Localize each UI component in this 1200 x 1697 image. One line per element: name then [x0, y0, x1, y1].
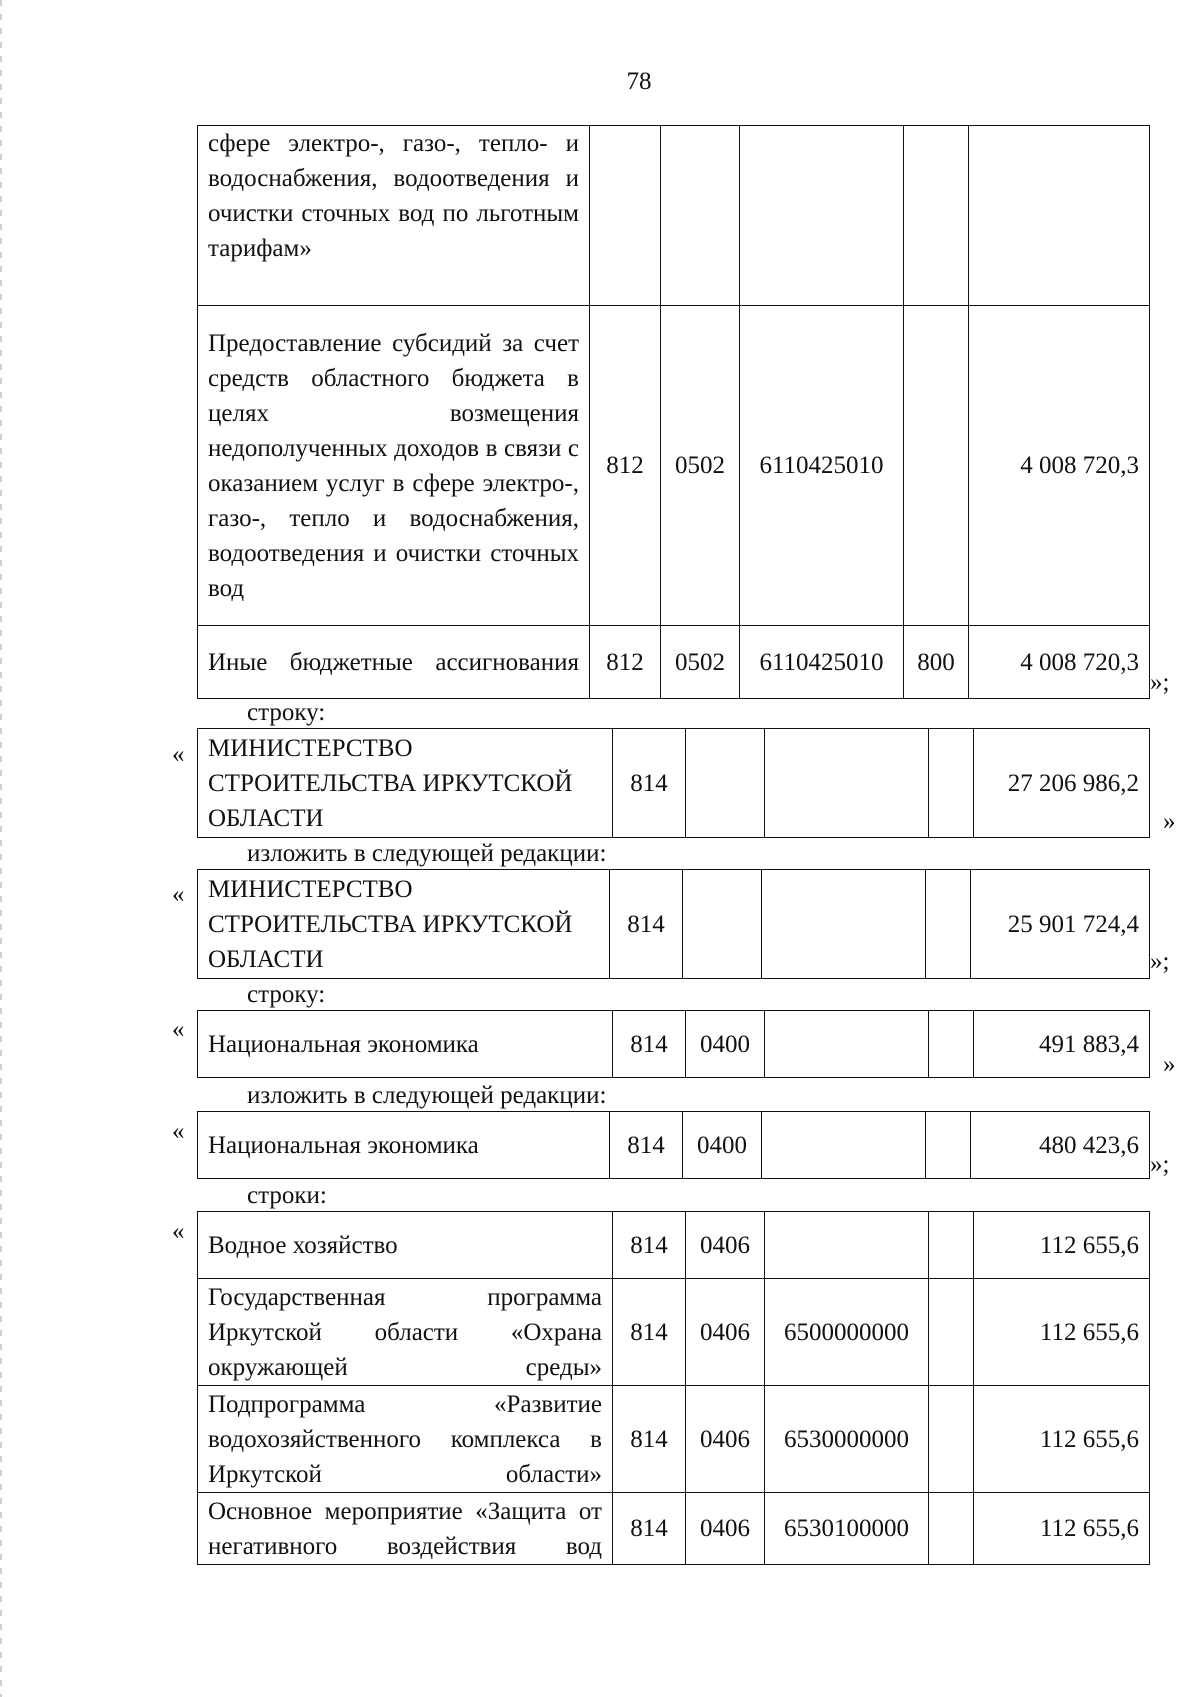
ministry-new-table — [197, 869, 1150, 979]
label-restate: изложить в следующей редакции: — [247, 1082, 607, 1109]
amount-cell: 112 655,6 — [974, 1386, 1150, 1493]
closing-quote: »; — [1150, 669, 1170, 696]
ministry-code-cell: 814 — [613, 729, 686, 838]
expense-type-cell: 800 — [904, 626, 969, 699]
ministry-code-cell: 814 — [613, 1279, 686, 1386]
amount-cell: 112 655,6 — [974, 1212, 1150, 1279]
target-code-cell: 6110425010 — [740, 306, 904, 626]
table-row — [198, 870, 1150, 979]
expense-type-cell — [929, 729, 974, 838]
section-code-cell: 0406 — [686, 1493, 765, 1565]
section-code-cell — [683, 870, 762, 979]
table-row — [198, 1279, 1150, 1386]
economy-old-table — [197, 1010, 1150, 1078]
table-row — [198, 1493, 1150, 1565]
table-row — [198, 306, 1150, 626]
section-code-cell: 0400 — [686, 1011, 765, 1078]
label-row: строку: — [247, 981, 326, 1008]
target-code-cell — [740, 126, 904, 306]
amount-cell: 4 008 720,3 — [969, 306, 1150, 626]
opening-quote: « — [172, 1016, 185, 1043]
target-code-cell — [762, 1112, 926, 1179]
row-name-cell: МИНИСТЕРСТВО СТРОИТЕЛЬСТВА ИРКУТСКОЙ ОБЛАСТИ — [198, 870, 610, 979]
ministry-code-cell: 814 — [610, 1112, 683, 1179]
closing-quote: » — [1163, 808, 1176, 835]
expense-type-cell — [929, 1212, 974, 1279]
target-code-cell: 6530100000 — [765, 1493, 929, 1565]
ministry-code-cell: 814 — [613, 1011, 686, 1078]
label-rows: строки: — [247, 1182, 327, 1209]
row-name-cell: сфере электро-, газо-, тепло- и водоснабжения, водоотведения и очистки сточных вод по льготным тарифам» — [198, 126, 590, 306]
row-name-cell: Водное хозяйство — [198, 1212, 613, 1279]
section-code-cell: 0502 — [661, 626, 740, 699]
section-code-cell: 0406 — [686, 1386, 765, 1493]
label-row: строку: — [247, 699, 326, 726]
ministry-code-cell: 814 — [613, 1493, 686, 1565]
amount-cell: 27 206 986,2 — [974, 729, 1150, 838]
target-code-cell: 6110425010 — [740, 626, 904, 699]
expense-type-cell — [926, 870, 971, 979]
section-code-cell — [686, 729, 765, 838]
section-code-cell: 0400 — [683, 1112, 762, 1179]
expense-type-cell — [929, 1386, 974, 1493]
section-code-cell: 0502 — [661, 306, 740, 626]
closing-quote: » — [1163, 1051, 1176, 1078]
row-name-cell: Национальная экономика — [198, 1112, 610, 1179]
section-code-cell: 0406 — [686, 1212, 765, 1279]
amount-cell: 480 423,6 — [971, 1112, 1150, 1179]
economy-new-table — [197, 1111, 1150, 1179]
label-restate: изложить в следующей редакции: — [247, 840, 607, 867]
ministry-code-cell: 812 — [590, 306, 661, 626]
opening-quote: « — [172, 741, 185, 768]
row-name-cell: МИНИСТЕРСТВО СТРОИТЕЛЬСТВА ИРКУТСКОЙ ОБЛАСТИ — [198, 729, 613, 838]
amount-cell: 491 883,4 — [974, 1011, 1150, 1078]
expense-type-cell — [904, 126, 969, 306]
row-name-cell: Иные бюджетные ассигнования — [198, 626, 590, 699]
expense-type-cell — [929, 1279, 974, 1386]
expense-type-cell — [904, 306, 969, 626]
target-code-cell — [762, 870, 926, 979]
amount-cell: 25 901 724,4 — [971, 870, 1150, 979]
section-code-cell — [661, 126, 740, 306]
ministry-code-cell: 812 — [590, 626, 661, 699]
row-name-cell: Основное мероприятие «Защита от негативного воздействия вод — [198, 1493, 613, 1565]
target-code-cell — [765, 1011, 929, 1078]
row-name-cell: Подпрограмма «Развитие водохозяйственного комплекса в Иркутской области» — [198, 1386, 613, 1493]
amount-cell — [969, 126, 1150, 306]
expense-type-cell — [926, 1112, 971, 1179]
amount-cell: 4 008 720,3 — [969, 626, 1150, 699]
row-name-cell: Государственная программа Иркутской области «Охрана окружающей среды» — [198, 1279, 613, 1386]
table-row — [198, 1212, 1150, 1279]
row-name-cell: Национальная экономика — [198, 1011, 613, 1078]
closing-quote: »; — [1150, 948, 1170, 975]
amount-cell: 112 655,6 — [974, 1279, 1150, 1386]
target-code-cell — [765, 1212, 929, 1279]
page-number: 78 — [626, 68, 652, 95]
opening-quote: « — [172, 1118, 185, 1145]
ministry-old-table — [197, 728, 1150, 838]
closing-quote: »; — [1150, 1151, 1170, 1178]
ministry-code-cell: 814 — [610, 870, 683, 979]
section-code-cell: 0406 — [686, 1279, 765, 1386]
opening-quote: « — [172, 1218, 185, 1245]
table-row — [198, 1386, 1150, 1493]
table-row — [198, 1011, 1150, 1078]
target-code-cell: 6500000000 — [765, 1279, 929, 1386]
expense-type-cell — [929, 1011, 974, 1078]
target-code-cell — [765, 729, 929, 838]
row-name-cell: Предоставление субсидий за счет средств областного бюджета в целях возмещения недополученных доходов в связи с оказанием услуг в сфере электро-, газо-, тепло и водоснабжения, водоотведения и очистки сточных вод — [198, 306, 590, 626]
budget-table-continuation — [197, 125, 1150, 699]
ministry-code-cell — [590, 126, 661, 306]
water-management-table — [197, 1211, 1150, 1565]
opening-quote: « — [172, 881, 185, 908]
target-code-cell: 6530000000 — [765, 1386, 929, 1493]
table-row — [198, 729, 1150, 838]
amount-cell: 112 655,6 — [974, 1493, 1150, 1565]
expense-type-cell — [929, 1493, 974, 1565]
table-row — [198, 1112, 1150, 1179]
table-row — [198, 126, 1150, 306]
ministry-code-cell: 814 — [613, 1212, 686, 1279]
scan-edge-marks — [0, 0, 2, 1697]
ministry-code-cell: 814 — [613, 1386, 686, 1493]
table-row — [198, 626, 1150, 699]
